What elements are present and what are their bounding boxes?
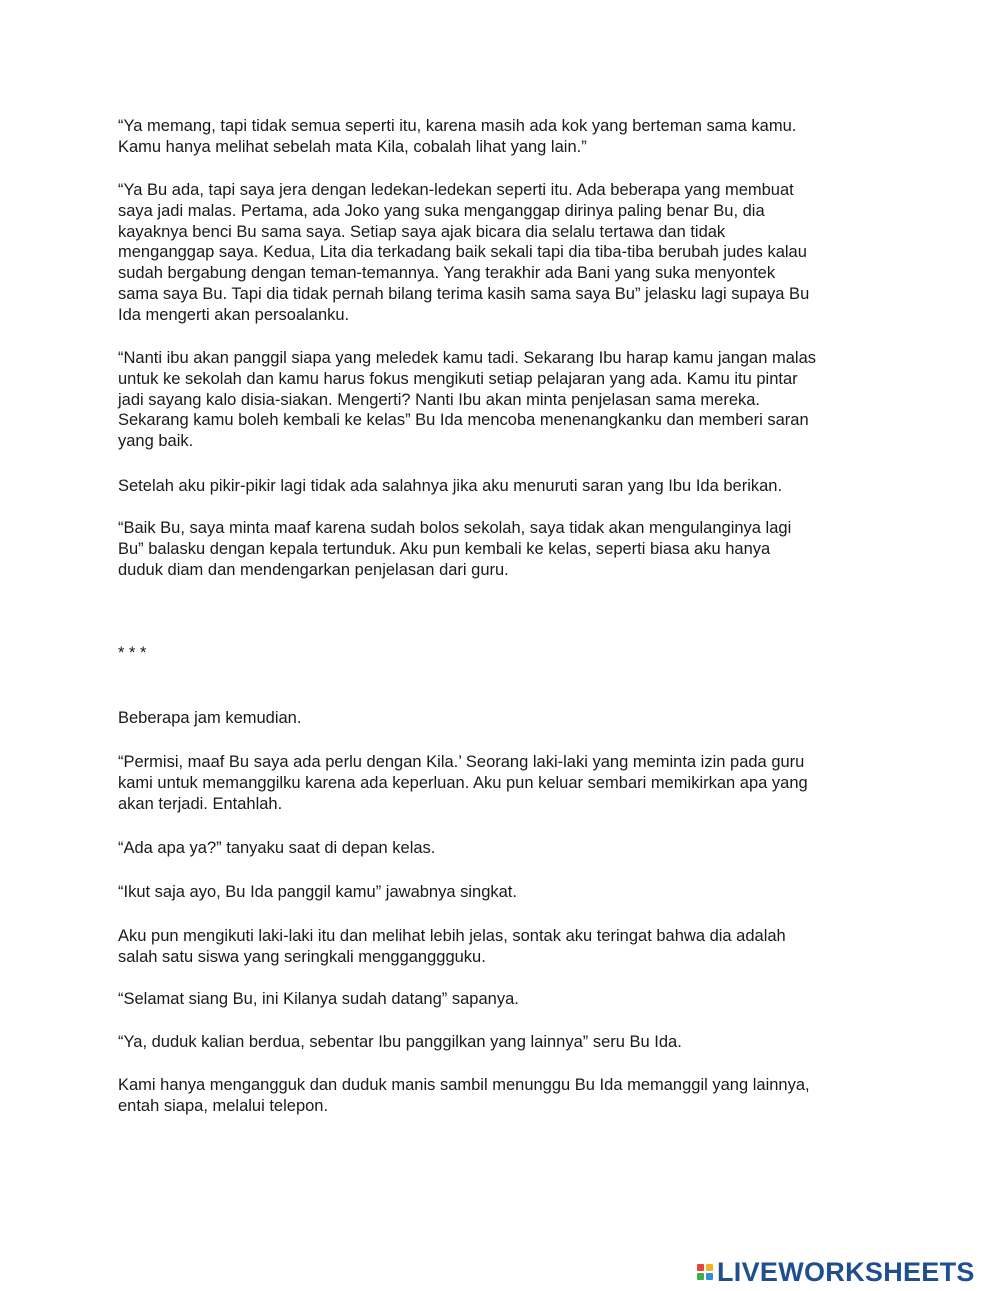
paragraph [118, 1075, 810, 1117]
section-separator [118, 643, 146, 664]
text-line: Kami hanya mengangguk dan duduk manis sambil menunggu Bu Ida memanggil yang lainnya, [118, 1076, 810, 1094]
paragraph [118, 1032, 682, 1053]
text-line: sudah bergabung dengan teman-temannya. Yang terakhir ada Bani yang suka menyontek [118, 264, 776, 283]
paragraph [118, 838, 435, 859]
paragraph [118, 180, 809, 326]
text-line: jadi sayang kalo disia-siakan. Mengerti? Nanti Ibu akan minta penjelasan sama mereka. [118, 390, 761, 409]
paragraph [118, 116, 796, 158]
text-line: * * * [118, 644, 147, 662]
text-line: “Ikut saja ayo, Bu Ida panggil kamu” jawabnya singkat. [118, 883, 517, 901]
text-line: salah satu siswa yang seringkali mengganggguku. [118, 947, 486, 966]
text-line: Beberapa jam kemudian. [118, 709, 302, 727]
text-line: entah siapa, melalui telepon. [118, 1096, 329, 1115]
text-line: duduk diam dan mendengarkan penjelasan dari guru. [118, 560, 509, 579]
logo-text: LIVEWORKSHEETS [717, 1256, 975, 1287]
paragraph [118, 708, 301, 729]
text-line: kami untuk memanggilku karena ada keperluan. Aku pun keluar sembari memikirkan apa yang [118, 773, 808, 792]
paragraph [118, 348, 816, 452]
text-line: “Permisi, maaf Bu saya ada perlu dengan Kila.’ Seorang laki-laki yang meminta izin pada guru [118, 753, 805, 771]
text-line: “Ya memang, tapi tidak semua seperti itu, karena masih ada kok yang berteman sama kamu. [118, 117, 797, 135]
text-line: akan terjadi. Entahlah. [118, 794, 283, 813]
text-line: “Ya, duduk kalian berdua, sebentar Ibu panggilkan yang lainnya” seru Bu Ida. [118, 1033, 682, 1051]
logo-block [697, 1264, 704, 1271]
paragraph [118, 476, 782, 497]
text-line: Kamu hanya melihat sebelah mata Kila, cobalah lihat yang lain.” [118, 137, 587, 156]
text-line: “Nanti ibu akan panggil siapa yang meledek kamu tadi. Sekarang Ibu harap kamu jangan malas [118, 349, 817, 367]
text-line: sama saya Bu. Tapi dia tidak pernah bilang terima kasih sama saya Bu” jelasku lagi supaya Bu [118, 284, 810, 303]
text-line: Sekarang kamu boleh kembali ke kelas” Bu Ida mencoba menenangkanku dan memberi saran [118, 411, 809, 430]
logo-blocks-icon [697, 1264, 713, 1280]
paragraph [118, 882, 517, 903]
logo-block [706, 1264, 713, 1271]
text-line: Aku pun mengikuti laki-laki itu dan melihat lebih jelas, sontak aku teringat bahwa dia adalah [118, 927, 786, 945]
text-line: untuk ke sekolah dan kamu harus fokus mengikuti setiap pelajaran yang ada. Kamu itu pintar [118, 369, 798, 388]
logo-block [697, 1273, 704, 1280]
liveworksheets-logo [697, 1256, 975, 1288]
paragraph [118, 926, 786, 968]
logo-block [706, 1273, 713, 1280]
text-line: yang baik. [118, 432, 194, 451]
text-line: “Ada apa ya?” tanyaku saat di depan kelas. [118, 839, 436, 857]
text-line: Bu” balasku dengan kepala tertunduk. Aku pun kembali ke kelas, seperti biasa aku hanya [118, 539, 771, 558]
text-line: saya jadi malas. Pertama, ada Joko yang suka menganggap dirinya paling benar Bu, dia [118, 201, 765, 220]
text-line: Setelah aku pikir-pikir lagi tidak ada salahnya jika aku menuruti saran yang Ibu Ida berikan. [118, 477, 783, 495]
text-line: “Selamat siang Bu, ini Kilanya sudah datang” sapanya. [118, 990, 519, 1008]
text-line: “Ya Bu ada, tapi saya jera dengan ledekan-ledekan seperti itu. Ada beberapa yang membuat [118, 181, 794, 199]
paragraph [118, 989, 519, 1010]
text-line: menganggap saya. Kedua, Lita dia terkadang baik sekali tapi dia tiba-tiba berubah judes kalau [118, 243, 807, 262]
text-line: kayaknya benci Bu sama saya. Setiap saya ajak bicara dia selalu tertawa dan tidak [118, 222, 726, 241]
text-line: Ida mengerti akan persoalanku. [118, 305, 350, 324]
paragraph [118, 518, 791, 580]
text-line: “Baik Bu, saya minta maaf karena sudah bolos sekolah, saya tidak akan mengulanginya lagi [118, 519, 792, 537]
paragraph [118, 752, 808, 814]
